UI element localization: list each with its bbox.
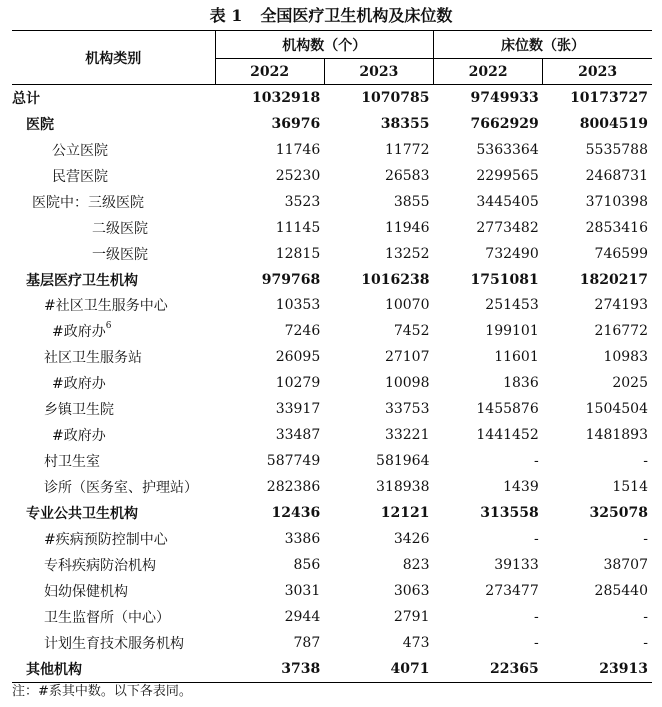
cell-value: 1455876 — [476, 401, 539, 418]
cell-value: 26095 — [275, 349, 321, 366]
cell-value: - — [643, 453, 648, 470]
table-number: 表 1 — [209, 6, 243, 25]
table-row — [12, 422, 652, 448]
cell-value: 3445405 — [476, 193, 539, 210]
table-title-text: 全国医疗卫生机构及床位数 — [260, 6, 453, 25]
cell-value: 10279 — [275, 375, 321, 392]
cell-value: 2299565 — [476, 167, 539, 184]
cell-value: 2791 — [393, 608, 430, 625]
cell-value: 1441452 — [476, 427, 539, 444]
table-row — [12, 500, 652, 526]
row-label: 卫生监督所（中心） — [44, 609, 170, 626]
table-row — [12, 552, 652, 578]
cell-value: 282386 — [266, 479, 321, 496]
row-label: 民营医院 — [52, 168, 108, 185]
cell-value: 856 — [293, 556, 321, 573]
cell-value: 251453 — [485, 297, 539, 314]
beds-header: 床位数（张） — [434, 31, 653, 59]
cell-value: 979768 — [261, 271, 321, 288]
cell-value: 1016238 — [361, 271, 430, 288]
cell-value: 38707 — [603, 556, 648, 573]
table-row — [12, 215, 652, 241]
cell-value: 3063 — [393, 582, 430, 599]
table-note: 注：#系其中数。以下各表同。 — [12, 684, 192, 699]
cell-value: 1070785 — [361, 89, 430, 106]
cell-value: 1751081 — [470, 271, 539, 288]
cell-value: 3031 — [284, 582, 321, 599]
cell-value: 11772 — [384, 141, 430, 158]
table-row — [12, 344, 652, 370]
cell-value: 5363364 — [476, 141, 539, 158]
row-label: 二级医院 — [92, 220, 148, 237]
cell-value: 3738 — [281, 660, 321, 677]
cell-value: 587749 — [266, 453, 321, 470]
table-row — [12, 448, 652, 474]
cell-value: 273477 — [485, 582, 539, 599]
row-label: 妇幼保健机构 — [44, 583, 128, 600]
table-row — [12, 241, 652, 267]
cell-value: 1514 — [612, 479, 648, 496]
cell-value: 2468731 — [585, 167, 648, 184]
row-label: 其他机构 — [26, 661, 82, 678]
table-row — [12, 578, 652, 604]
row-label: 专业公共卫生机构 — [26, 505, 138, 522]
cell-value: 33221 — [384, 427, 430, 444]
cell-value: 10983 — [603, 349, 648, 366]
cell-value: 5535788 — [585, 141, 648, 158]
table-row — [12, 85, 652, 111]
footnote-marker: 6 — [105, 321, 112, 332]
cell-value: 10070 — [384, 297, 430, 314]
table-row — [12, 267, 652, 293]
year-header: 2022 — [434, 59, 543, 85]
cell-value: 1032918 — [252, 89, 321, 106]
cell-value: 313558 — [480, 504, 539, 521]
institutions-header: 机构数（个） — [215, 31, 434, 59]
cell-value: 11601 — [494, 349, 539, 366]
cell-value: 2773482 — [476, 219, 539, 236]
cell-value: 3855 — [393, 193, 430, 210]
cell-value: 9749933 — [470, 89, 539, 106]
cell-value: 23913 — [599, 660, 648, 677]
cell-value: 3523 — [284, 193, 321, 210]
cell-value: - — [534, 608, 539, 625]
table-row — [12, 630, 652, 656]
cell-value: 2853416 — [585, 219, 648, 236]
table-title — [0, 6, 662, 26]
row-label: 诊所（医务室、护理站） — [44, 480, 198, 497]
cell-value: - — [534, 634, 539, 651]
cell-value: 39133 — [494, 556, 539, 573]
cell-value: 22365 — [490, 660, 539, 677]
cell-value: 787 — [293, 634, 321, 651]
row-label — [12, 318, 215, 344]
cell-value: 199101 — [485, 323, 539, 340]
cell-value: 1504504 — [585, 401, 648, 418]
table-row — [12, 293, 652, 319]
row-label: 专科疾病防治机构 — [44, 557, 156, 574]
cell-value: 7246 — [284, 323, 321, 340]
cell-value: 12121 — [380, 504, 430, 521]
cell-value: - — [643, 634, 648, 651]
year-header: 2023 — [543, 59, 652, 85]
row-label: #政府办 — [52, 428, 106, 445]
cell-value: 33917 — [275, 401, 321, 418]
table-row — [12, 111, 652, 137]
table-row — [12, 396, 652, 422]
row-label: 乡镇卫生院 — [44, 402, 114, 419]
cell-value: 581964 — [376, 453, 430, 470]
year-header: 2023 — [324, 59, 433, 85]
row-label-text: #政府办 — [52, 324, 106, 341]
row-label: 医院中：三级医院 — [32, 194, 144, 211]
row-label: 社区卫生服务站 — [44, 350, 142, 367]
cell-value: 3386 — [284, 530, 321, 547]
table-row — [12, 370, 652, 396]
cell-value: 26583 — [384, 167, 430, 184]
cell-value: 25230 — [275, 167, 321, 184]
row-label: 村卫生室 — [44, 454, 100, 471]
cell-value: 318938 — [376, 479, 430, 496]
cell-value: - — [643, 530, 648, 547]
cell-value: 732490 — [485, 245, 539, 262]
cell-value: 473 — [402, 634, 430, 651]
cell-value: 1439 — [503, 479, 539, 496]
row-label: 基层医疗卫生机构 — [26, 272, 138, 289]
cell-value: 3426 — [393, 530, 430, 547]
cell-value: 325078 — [589, 504, 648, 521]
cell-value: 216772 — [594, 323, 648, 340]
cell-value: 3710398 — [585, 193, 648, 210]
cell-value: 12436 — [271, 504, 321, 521]
table-row — [12, 318, 652, 344]
cell-value: 36976 — [271, 115, 321, 132]
cell-value: 10098 — [384, 375, 430, 392]
cell-value: 13252 — [384, 245, 430, 262]
cell-value: 1481893 — [585, 427, 648, 444]
cell-value: 10353 — [275, 297, 321, 314]
row-label: 一级医院 — [92, 246, 148, 263]
cell-value: 7452 — [393, 323, 430, 340]
table-row — [12, 474, 652, 500]
cell-value: 7662929 — [470, 115, 539, 132]
cell-value: 2944 — [284, 608, 321, 625]
institutions-beds-table — [12, 30, 652, 683]
cell-value: 1836 — [503, 375, 539, 392]
row-label: 总计 — [12, 90, 40, 107]
cell-value: 8004519 — [579, 115, 648, 132]
row-label: 医院 — [26, 116, 54, 133]
cell-value: 2025 — [612, 375, 648, 392]
cell-value: 274193 — [594, 297, 648, 314]
cell-value: 823 — [402, 556, 430, 573]
row-label: #社区卫生服务中心 — [44, 298, 168, 315]
category-header: 机构类别 — [12, 31, 215, 85]
cell-value: 11946 — [384, 219, 430, 236]
cell-value: - — [534, 453, 539, 470]
cell-value: 746599 — [594, 245, 648, 262]
cell-value: 285440 — [594, 582, 648, 599]
table-row — [12, 137, 652, 163]
cell-value: 1820217 — [579, 271, 648, 288]
cell-value: 10173727 — [570, 89, 648, 106]
cell-value: 11746 — [275, 141, 321, 158]
cell-value: 12815 — [275, 245, 321, 262]
cell-value: 11145 — [275, 219, 321, 236]
cell-value: - — [534, 530, 539, 547]
table-row — [12, 526, 652, 552]
cell-value: 4071 — [390, 660, 430, 677]
cell-value: 38355 — [380, 115, 430, 132]
cell-value: 33487 — [275, 427, 321, 444]
cell-value: 33753 — [384, 401, 430, 418]
row-label: 公立医院 — [52, 142, 108, 159]
row-label: #疾病预防控制中心 — [44, 531, 168, 548]
row-label: #政府办 — [52, 376, 106, 393]
table-row — [12, 163, 652, 189]
table-row — [12, 604, 652, 630]
row-label: 计划生育技术服务机构 — [44, 635, 184, 652]
table-row — [12, 189, 652, 215]
cell-value: - — [643, 608, 648, 625]
cell-value: 27107 — [384, 349, 430, 366]
table-row — [12, 656, 652, 682]
year-header: 2022 — [250, 63, 290, 80]
